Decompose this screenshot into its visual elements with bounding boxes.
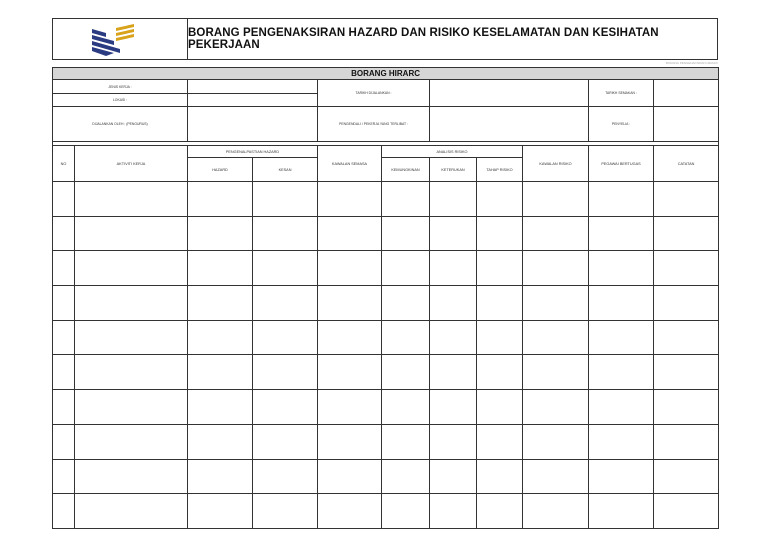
company-logo-icon — [90, 24, 152, 56]
entry-cell[interactable] — [188, 320, 253, 355]
hirarc-form-table — [52, 67, 719, 529]
entry-cell[interactable] — [75, 286, 188, 321]
entry-cell[interactable] — [53, 494, 75, 529]
entry-cell[interactable] — [589, 459, 654, 494]
entry-cell[interactable] — [477, 390, 523, 425]
entry-cell[interactable] — [253, 424, 318, 459]
entry-cell[interactable] — [382, 320, 430, 355]
entry-cell[interactable] — [589, 216, 654, 251]
entry-cell[interactable] — [75, 494, 188, 529]
column-header-hazard: HAZARD — [188, 158, 253, 182]
column-header-keterukan: KETERUKAN — [430, 158, 477, 182]
entry-row — [53, 320, 719, 355]
entry-cell[interactable] — [523, 182, 589, 217]
entry-row — [53, 182, 719, 217]
entry-cell[interactable] — [188, 216, 253, 251]
entry-cell[interactable] — [53, 459, 75, 494]
entry-cell[interactable] — [253, 182, 318, 217]
entry-row — [53, 216, 719, 251]
entry-cell[interactable] — [253, 355, 318, 390]
entry-cell[interactable] — [318, 286, 382, 321]
entry-cell[interactable] — [382, 286, 430, 321]
entry-cell[interactable] — [430, 182, 477, 217]
entry-cell[interactable] — [188, 424, 253, 459]
entry-cell[interactable] — [53, 424, 75, 459]
entry-cell[interactable] — [589, 390, 654, 425]
column-header-kemungkinan: KEMUNGKINAN — [382, 158, 430, 182]
entry-cell[interactable] — [318, 355, 382, 390]
entry-cell[interactable] — [53, 251, 75, 286]
entry-cell[interactable] — [318, 494, 382, 529]
entry-cell[interactable] — [188, 355, 253, 390]
entry-cell[interactable] — [654, 182, 719, 217]
entry-cell[interactable] — [430, 216, 477, 251]
field-penyelia[interactable] — [654, 107, 719, 142]
entry-cell[interactable] — [477, 182, 523, 217]
title-cell — [188, 19, 717, 59]
column-header-kesan: KESAN — [253, 158, 318, 182]
field-lokasi[interactable] — [188, 94, 318, 107]
entry-cell[interactable] — [654, 216, 719, 251]
entry-cell[interactable] — [430, 251, 477, 286]
entry-cell[interactable] — [188, 494, 253, 529]
entry-cell[interactable] — [523, 251, 589, 286]
entry-cell[interactable] — [75, 182, 188, 217]
entry-cell[interactable] — [430, 459, 477, 494]
entry-cell[interactable] — [654, 320, 719, 355]
column-header-analisis: ANALISIS RISIKO — [382, 146, 523, 158]
entry-cell[interactable] — [477, 286, 523, 321]
entry-cell[interactable] — [53, 320, 75, 355]
entry-cell[interactable] — [53, 216, 75, 251]
entry-cell[interactable] — [523, 286, 589, 321]
entry-cell[interactable] — [589, 251, 654, 286]
entry-rows — [53, 182, 719, 529]
label-tarikh-dijalankan: TARIKH DIJALANKAN : — [318, 80, 430, 107]
entry-cell[interactable] — [589, 424, 654, 459]
entry-cell[interactable] — [382, 182, 430, 217]
entry-cell[interactable] — [589, 355, 654, 390]
entry-cell[interactable] — [589, 286, 654, 321]
entry-cell[interactable] — [253, 320, 318, 355]
entry-cell[interactable] — [589, 182, 654, 217]
field-jenis-kerja[interactable] — [188, 80, 318, 94]
entry-cell[interactable] — [523, 320, 589, 355]
label-pengendali: PENGENDALI / PEKERJA YANG TERLIBAT : — [318, 107, 430, 142]
entry-cell[interactable] — [589, 494, 654, 529]
entry-cell[interactable] — [430, 494, 477, 529]
entry-cell[interactable] — [75, 320, 188, 355]
entry-cell[interactable] — [382, 251, 430, 286]
entry-cell[interactable] — [318, 320, 382, 355]
entry-cell[interactable] — [523, 390, 589, 425]
entry-cell[interactable] — [318, 251, 382, 286]
entry-cell[interactable] — [654, 459, 719, 494]
document-reference: BORANG PENGENAKSIRAN HIRARC — [665, 61, 718, 65]
label-penyelia: PENYELIA : — [589, 107, 654, 142]
field-dijalankan-oleh[interactable] — [188, 107, 318, 142]
entry-row — [53, 355, 719, 390]
entry-cell[interactable] — [253, 459, 318, 494]
form-header — [52, 18, 718, 60]
column-header-tahap-risiko: TAHAP RISIKO — [477, 158, 523, 182]
entry-cell[interactable] — [188, 182, 253, 217]
entry-cell[interactable] — [477, 424, 523, 459]
entry-cell[interactable] — [382, 494, 430, 529]
form-title: BORANG PENGENAKSIRAN HAZARD DAN RISIKO KESELAMATAN DAN KESIHATAN PEKERJAAN — [188, 27, 659, 51]
entry-cell[interactable] — [477, 459, 523, 494]
entry-row — [53, 424, 719, 459]
entry-cell[interactable] — [477, 320, 523, 355]
label-tarikh-semakan: TARIKH SEMAKAN : — [589, 80, 654, 107]
column-header-kawalan-risiko: KAWALAN RISIKO — [523, 146, 589, 182]
entry-cell[interactable] — [75, 459, 188, 494]
entry-cell[interactable] — [654, 424, 719, 459]
entry-cell[interactable] — [253, 286, 318, 321]
entry-cell[interactable] — [523, 459, 589, 494]
entry-cell[interactable] — [477, 251, 523, 286]
entry-cell[interactable] — [382, 355, 430, 390]
entry-cell[interactable] — [53, 182, 75, 217]
entry-cell[interactable] — [523, 216, 589, 251]
entry-cell[interactable] — [318, 390, 382, 425]
entry-cell[interactable] — [382, 390, 430, 425]
entry-cell[interactable] — [654, 355, 719, 390]
entry-cell[interactable] — [253, 390, 318, 425]
entry-row — [53, 459, 719, 494]
field-tarikh-dijalankan[interactable] — [430, 80, 589, 107]
entry-cell[interactable] — [430, 424, 477, 459]
logo-cell — [53, 19, 188, 59]
entry-cell[interactable] — [477, 355, 523, 390]
field-tarikh-semakan[interactable] — [654, 80, 719, 107]
entry-cell[interactable] — [523, 355, 589, 390]
entry-row — [53, 494, 719, 529]
entry-row — [53, 286, 719, 321]
entry-cell[interactable] — [382, 459, 430, 494]
column-header-pengenalpastian: PENGENALPASTIAN HAZARD — [188, 146, 318, 158]
entry-cell[interactable] — [53, 390, 75, 425]
entry-cell[interactable] — [253, 251, 318, 286]
entry-cell[interactable] — [430, 286, 477, 321]
field-pengendali[interactable] — [430, 107, 589, 142]
entry-cell[interactable] — [53, 286, 75, 321]
entry-cell[interactable] — [430, 320, 477, 355]
entry-cell[interactable] — [75, 251, 188, 286]
entry-cell[interactable] — [318, 459, 382, 494]
entry-cell[interactable] — [523, 424, 589, 459]
column-header-catatan: CATATAN — [654, 146, 719, 182]
label-dijalankan-oleh: DIJALANKAN OLEH : (PENGURUS) — [53, 107, 188, 142]
entry-cell[interactable] — [318, 216, 382, 251]
entry-cell[interactable] — [654, 494, 719, 529]
column-header-no: NO — [53, 146, 75, 182]
entry-cell[interactable] — [318, 182, 382, 217]
column-header-kawalan-semasa: KAWALAN SEMASA — [318, 146, 382, 182]
entry-cell[interactable] — [654, 286, 719, 321]
entry-cell[interactable] — [382, 216, 430, 251]
section-title: BORANG HIRARC — [53, 68, 719, 80]
entry-cell[interactable] — [589, 320, 654, 355]
entry-cell[interactable] — [318, 424, 382, 459]
entry-cell[interactable] — [253, 494, 318, 529]
label-lokasi: LOKASI : — [53, 94, 188, 107]
entry-cell[interactable] — [477, 216, 523, 251]
entry-cell[interactable] — [188, 286, 253, 321]
entry-cell[interactable] — [382, 424, 430, 459]
entry-cell[interactable] — [523, 494, 589, 529]
entry-cell[interactable] — [253, 216, 318, 251]
entry-cell[interactable] — [188, 251, 253, 286]
column-header-pegawai: PEGAWAI BERTUGAS — [589, 146, 654, 182]
entry-cell[interactable] — [430, 390, 477, 425]
entry-cell[interactable] — [75, 216, 188, 251]
entry-cell[interactable] — [75, 424, 188, 459]
entry-cell[interactable] — [430, 355, 477, 390]
entry-cell[interactable] — [654, 251, 719, 286]
entry-row — [53, 251, 719, 286]
entry-cell[interactable] — [477, 494, 523, 529]
entry-cell[interactable] — [75, 390, 188, 425]
entry-cell[interactable] — [53, 355, 75, 390]
label-jenis-kerja: JENIS KERJA : — [53, 80, 188, 94]
entry-cell[interactable] — [654, 390, 719, 425]
entry-cell[interactable] — [75, 355, 188, 390]
entry-cell[interactable] — [188, 390, 253, 425]
entry-row — [53, 390, 719, 425]
column-header-aktiviti: AKTIVITI KERJA — [75, 146, 188, 182]
entry-cell[interactable] — [188, 459, 253, 494]
